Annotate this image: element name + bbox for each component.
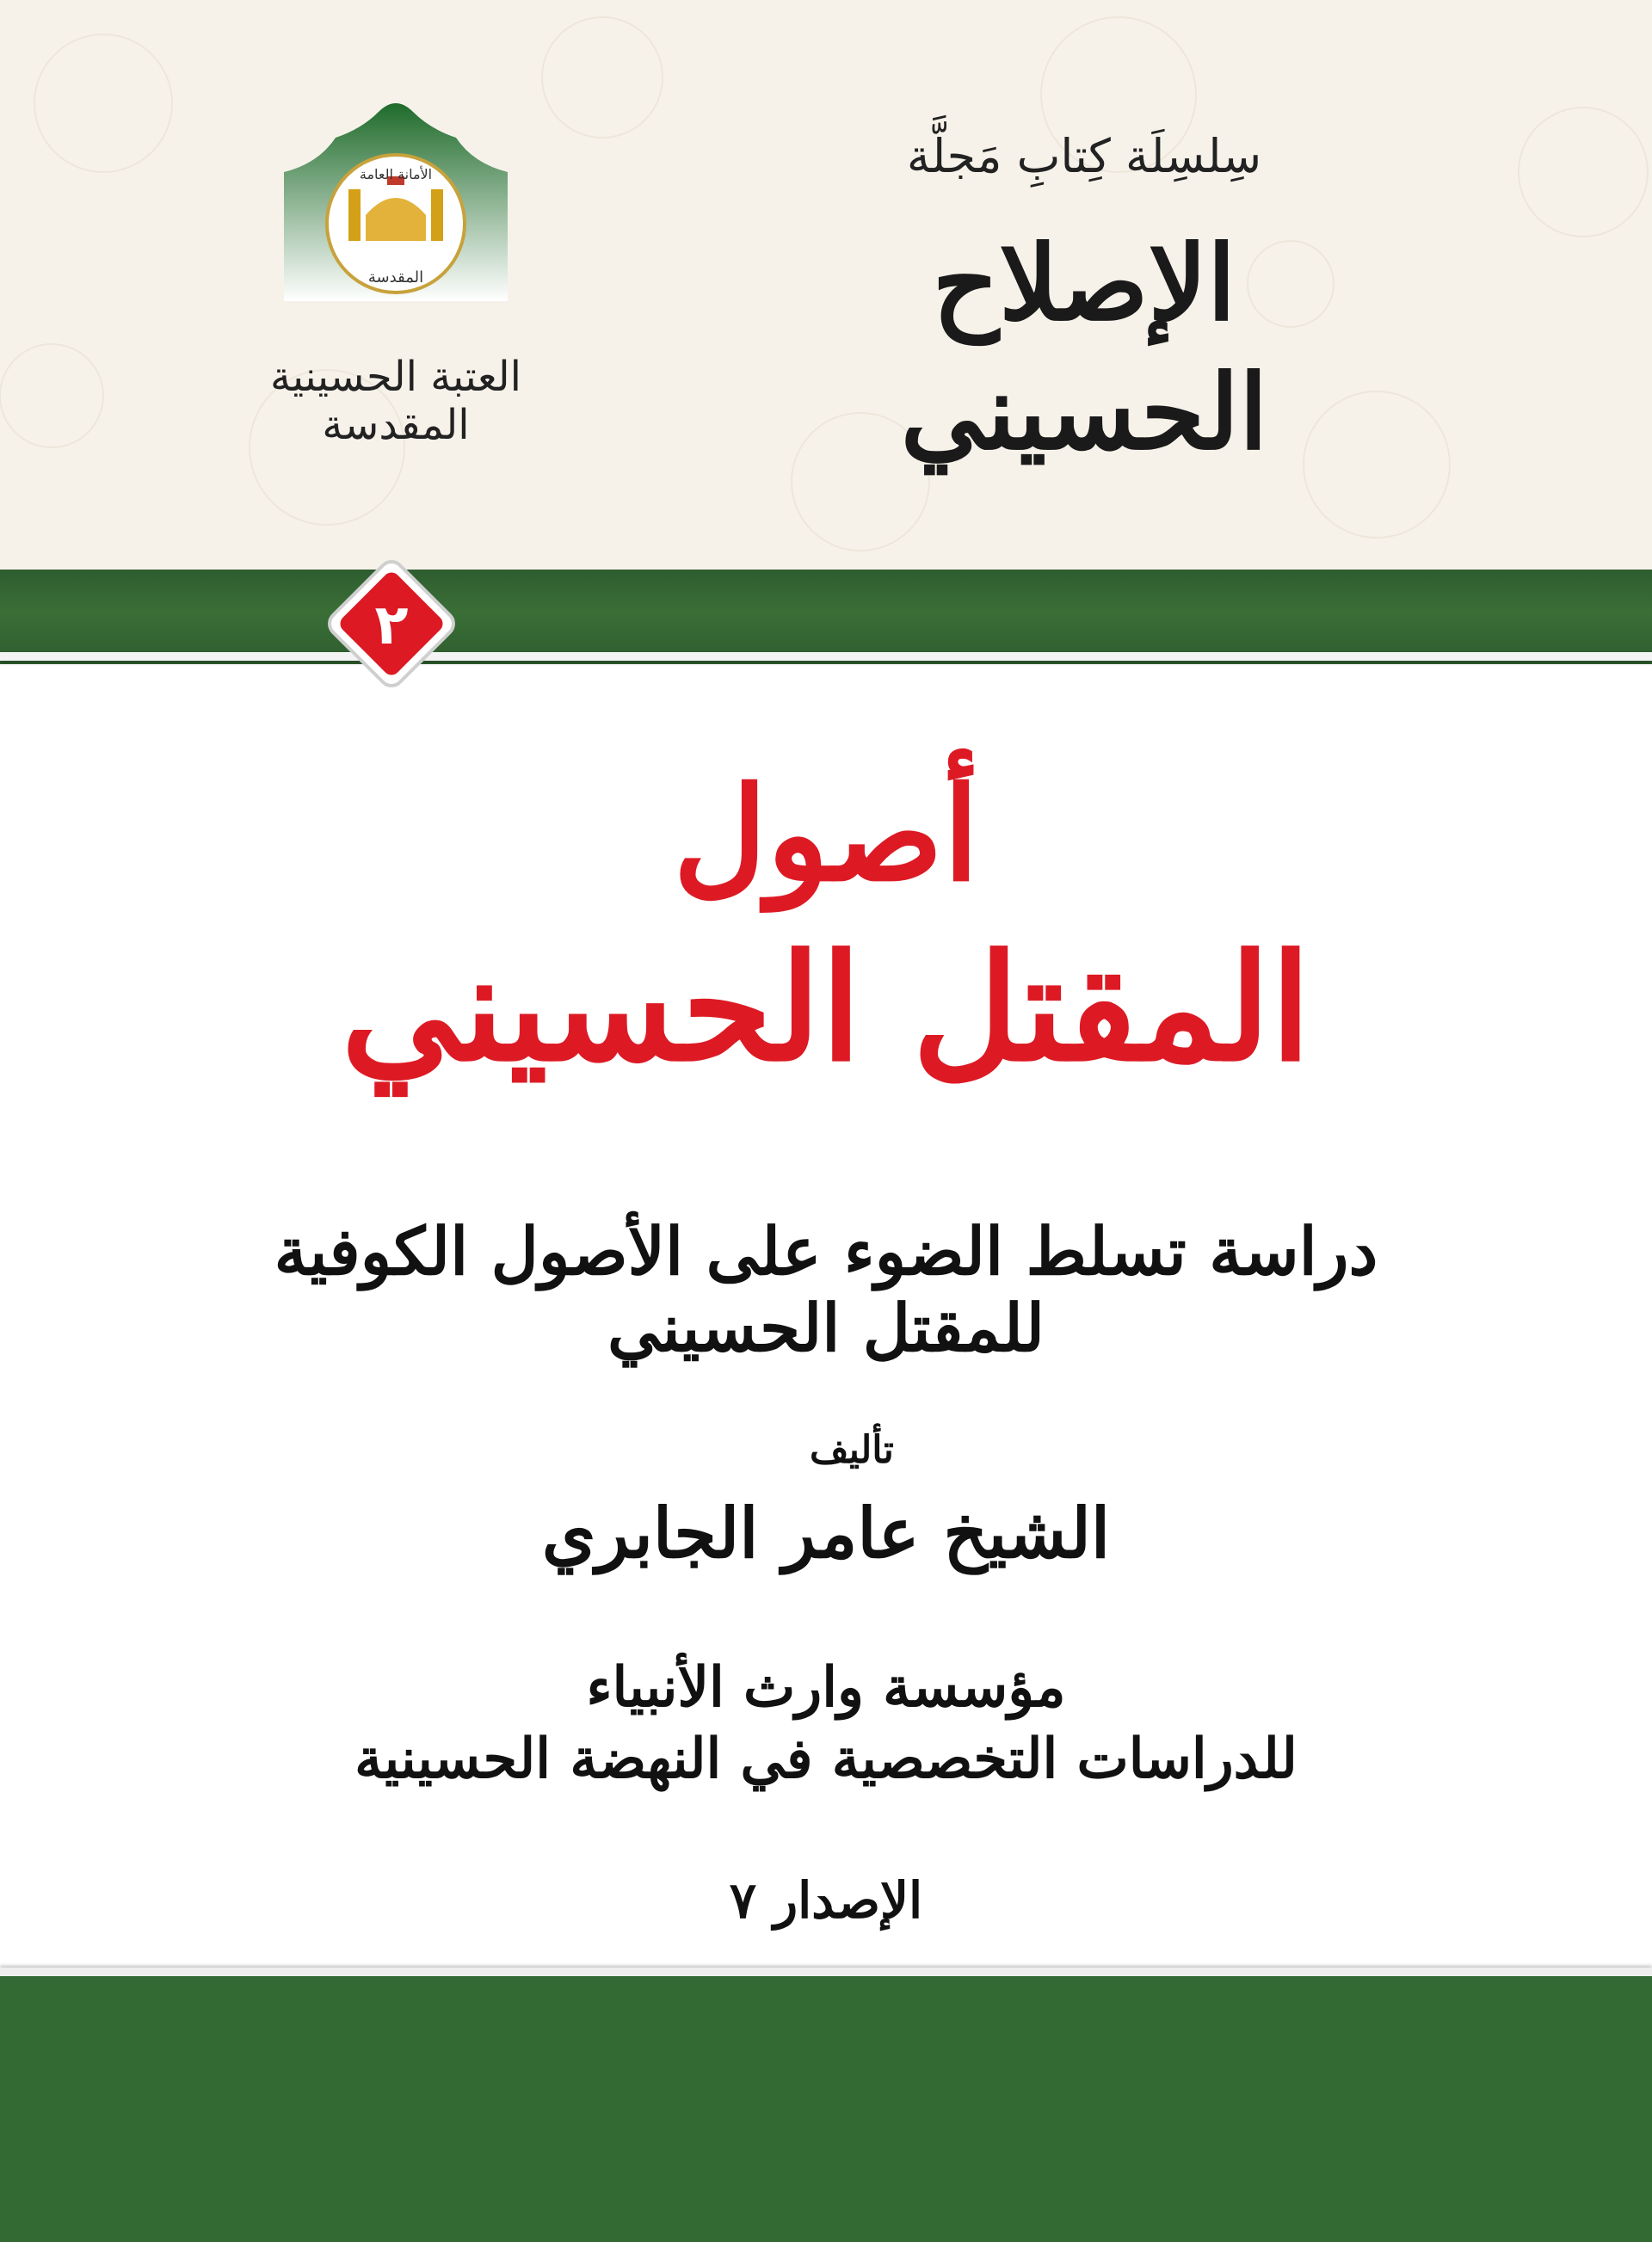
bottom-divider-line	[0, 1968, 1652, 1976]
bottom-green-band	[0, 1976, 1652, 2242]
book-title-line1: أصول	[673, 759, 979, 910]
magazine-title: الإصلاح الحسيني	[900, 222, 1268, 473]
series-line: سِلسِلَة كِتابِ مَجلَّة	[906, 129, 1262, 183]
publisher-name: مؤسسة وارث الأنبياء	[586, 1655, 1066, 1720]
top-green-band	[0, 570, 1652, 664]
shrine-logo	[267, 95, 525, 301]
issue-number-badge	[318, 551, 465, 697]
release-number: الإصدار ٧	[729, 1871, 923, 1930]
book-title	[0, 757, 1652, 1096]
svg-text:الأمانة العامة: الأمانة العامة	[359, 166, 433, 182]
publisher-description: للدراسات التخصصية في النهضة الحسينية	[354, 1727, 1298, 1792]
institution-logo-block	[250, 95, 542, 449]
institution-name: العتبة الحسينية المقدسة	[269, 353, 522, 449]
top-divider-line	[0, 652, 1652, 661]
author-name: الشيخ عامر الجابري	[541, 1493, 1111, 1574]
book-title-line2: المقتل الحسيني	[341, 922, 1311, 1094]
publisher-block	[0, 1652, 1652, 1795]
book-subtitle: دراسة تسلط الضوء على الأصول الكوفية للمقتل الحسيني	[274, 1213, 1378, 1366]
author-label: تأليف	[810, 1428, 894, 1472]
header-background	[0, 0, 1652, 570]
svg-text:المقدسة: المقدسة	[367, 268, 424, 286]
series-heading	[740, 129, 1428, 477]
issue-number: ٢	[374, 594, 409, 657]
